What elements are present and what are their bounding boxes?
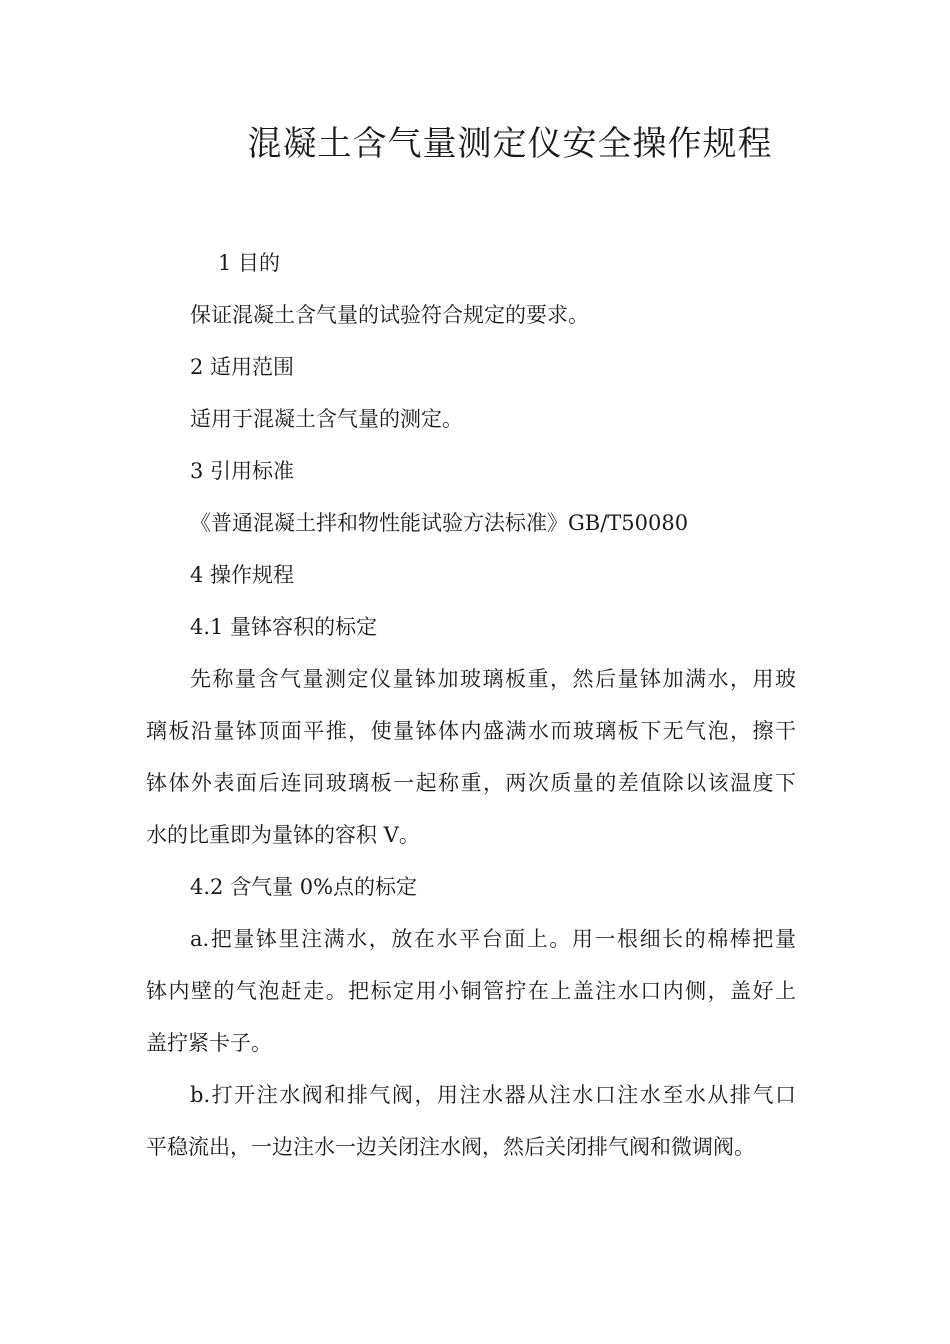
paragraph: 保证混凝土含气量的试验符合规定的要求。 xyxy=(190,303,589,327)
paragraph-line: 盖拧紧卡子。 xyxy=(146,1031,272,1055)
section-heading-procedure: 4 操作规程 xyxy=(190,563,295,587)
subsection-heading: 4.2 含气量 0%点的标定 xyxy=(190,875,418,899)
section-heading-references: 3 引用标准 xyxy=(190,459,295,483)
paragraph-line: a.把量钵里注满水，放在水平台面上。用一根细长的棉棒把量 xyxy=(190,927,796,951)
paragraph-line: 钵内壁的气泡赶走。把标定用小铜管拧在上盖注水口内侧，盖好上 xyxy=(146,979,796,1003)
paragraph-line: 璃板沿量钵顶面平推，使量钵体内盛满水而玻璃板下无气泡，擦干 xyxy=(146,719,796,743)
subsection-heading: 4.1 量钵容积的标定 xyxy=(190,615,378,639)
document-body xyxy=(146,244,796,1180)
paragraph-line: 先称量含气量测定仪量钵加玻璃板重，然后量钵加满水，用玻 xyxy=(190,667,796,691)
document-title: 混凝土含气量测定仪安全操作规程 xyxy=(247,124,773,164)
section-heading-purpose: 1 目的 xyxy=(218,251,281,275)
paragraph-line: 平稳流出，一边注水一边关闭注水阀，然后关闭排气阀和微调阀。 xyxy=(146,1135,755,1159)
section-heading-scope: 2 适用范围 xyxy=(190,355,295,379)
paragraph-line: 钵体外表面后连同玻璃板一起称重，两次质量的差值除以该温度下 xyxy=(146,771,796,795)
paragraph-line: 水的比重即为量钵的容积 V。 xyxy=(146,823,420,847)
paragraph: 《普通混凝土拌和物性能试验方法标准》GB/T50080 xyxy=(190,511,689,535)
paragraph: 适用于混凝土含气量的测定。 xyxy=(190,407,463,431)
paragraph-line: b.打开注水阀和排气阀，用注水器从注水口注水至水从排气口 xyxy=(190,1083,796,1107)
